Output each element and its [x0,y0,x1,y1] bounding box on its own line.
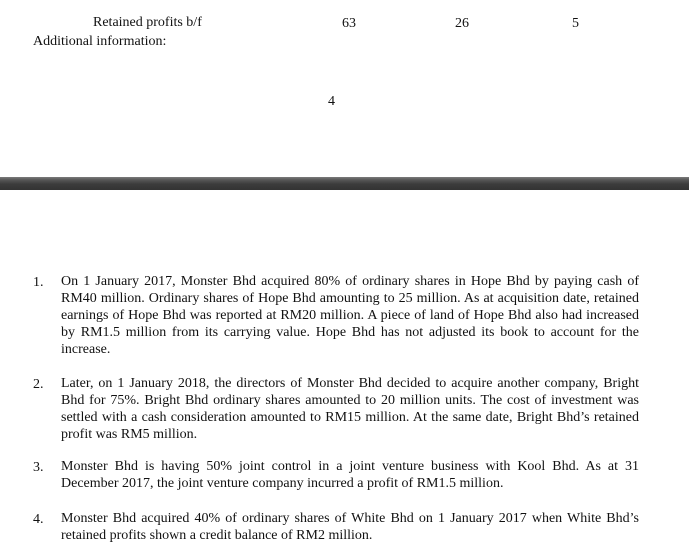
retained-profits-value: 26 [455,16,469,31]
retained-profits-value: 5 [572,16,579,31]
item-text: On 1 January 2017, Monster Bhd acquired 80% of ordinary shares in Hope Bhd by paying cash of RM40 million. Ordinary shares of Hope Bhd amounting to 25 million. As at acquisition date, retained earnings of Hope Bhd was reported at RM20 million. A piece of land of Hope Bhd also had increased by RM1.5 million from its carrying value. Hope Bhd has not adjusted its book to account for the increase. [61,274,639,357]
page-divider [0,177,689,190]
item-number: 3. [33,460,44,475]
item-text: Monster Bhd is having 50% joint control in a joint venture business with Kool Bhd. As at 31 December 2017, the joint venture company incurred a profit of RM1.5 million. [61,459,639,491]
page-number: 4 [328,94,335,109]
additional-information-heading: Additional information: [33,34,167,49]
retained-profits-label: Retained profits b/f [93,15,202,30]
document-page-bottom [0,190,689,550]
item-text: Monster Bhd acquired 40% of ordinary shares of White Bhd on 1 January 2017 when White Bhd’s retained profits shown a credit balance of RM2 million. [61,511,639,543]
item-number: 1. [33,275,44,290]
item-number: 4. [33,512,44,527]
document-page-top [0,0,689,176]
item-text: Later, on 1 January 2018, the directors of Monster Bhd decided to acquire another company, Bright Bhd for 75%. Bright Bhd ordinary shares amounted to 20 million units. The cost of investment was settled with a cash consideration amounted to RM15 million. At the same date, Bright Bhd’s retained profit was RM5 million. [61,376,639,442]
retained-profits-value: 63 [342,16,356,31]
item-number: 2. [33,377,44,392]
